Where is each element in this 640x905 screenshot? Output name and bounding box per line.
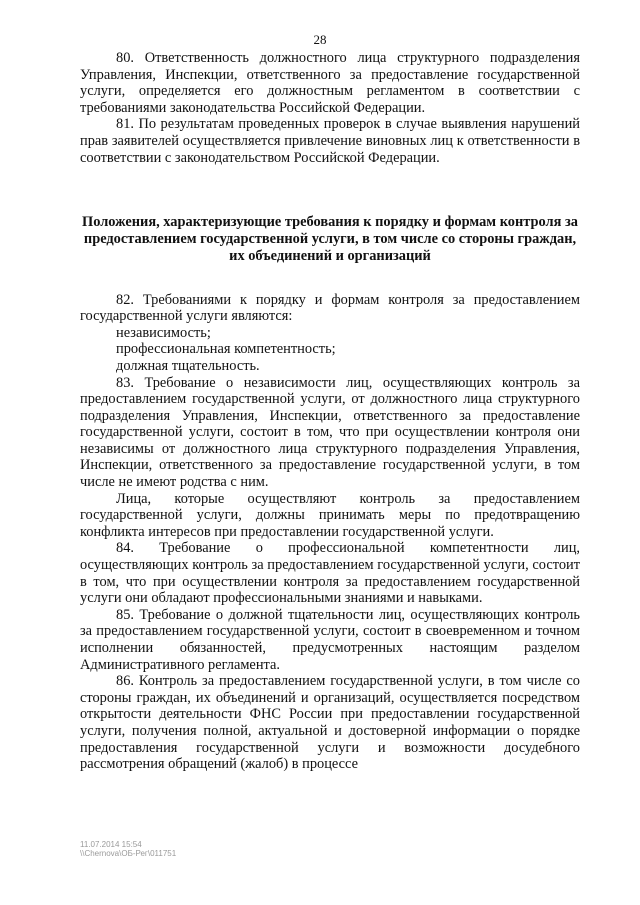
requirement-item: независимость; (116, 324, 211, 341)
footer-path: \\Chernova\ОБ-Рег\011751 (80, 849, 177, 858)
paragraph-81: 81. По результатам проведенных проверок в случае выявления нарушений прав заявителей осуществляется привлечение виновных лиц к ответственности в соответствии с законодательством Российской Федерации. (80, 116, 580, 166)
footer-stamp (80, 840, 176, 858)
section-heading: Положения, характеризующие требования к порядку и формам контроля за предоставлением государственной услуги, в том числе со стороны граждан, их объединений и организаций (82, 214, 578, 264)
paragraph-82: 82. Требованиями к порядку и формам контроля за предоставлением государственной услуги являются: (80, 291, 580, 325)
paragraph-84: 84. Требование о профессиональной компетентности лиц, осуществляющих контроль за предоставлением государственной услуги, состоит в том, что при осуществлении контроля за предоставлением государственной услуги они обладают профессиональными знаниями и навыками. (80, 540, 580, 607)
requirement-item: должная тщательность. (116, 357, 260, 374)
footer-date: 11.07.2014 15:54 (80, 840, 142, 849)
requirement-item: профессиональная компетентность; (116, 341, 336, 358)
page-number: 28 (313, 32, 327, 47)
paragraph-85: 85. Требование о должной тщательности лиц, осуществляющих контроль за предоставлением государственной услуги, состоит в своевременном и точном исполнении обязанностей, предусмотренных настоящим разделом Административного регламента. (80, 606, 580, 673)
paragraph-83: 83. Требование о независимости лиц, осуществляющих контроль за предоставлением государственной услуги, от должностного лица структурного подразделения Управления, Инспекции, ответственного за предоставление государственной услуги, состоит в том, что при осуществлении контроля они независимы от должностного лица структурного подразделения Управления, Инспекции, ответственного за предоставление государственной услуги, в том числе не имеют родства с ним. (80, 374, 580, 491)
paragraph-83-continued: Лица, которые осуществляют контроль за предоставлением государственной услуги, должны принимать меры по предотвращению конфликта интересов при предоставлении государственной услуги. (80, 490, 580, 540)
paragraph-80: 80. Ответственность должностного лица структурного подразделения Управления, Инспекции, ответственного за предоставление государственной услуги, определяется его должностным регламентом в соответствии с требованиями законодательства Российской Федерации. (80, 50, 580, 116)
paragraph-86: 86. Контроль за предоставлением государственной услуги, в том числе со стороны граждан, их объединений и организаций, осуществляется посредством открытости деятельности ФНС России при предоставлении государственной услуги, получения полной, актуальной и достоверной информации о порядке предоставления государственной услуги и возможности досудебного рассмотрения обращений (жалоб) в процессе (80, 673, 580, 773)
document-body (80, 50, 580, 773)
